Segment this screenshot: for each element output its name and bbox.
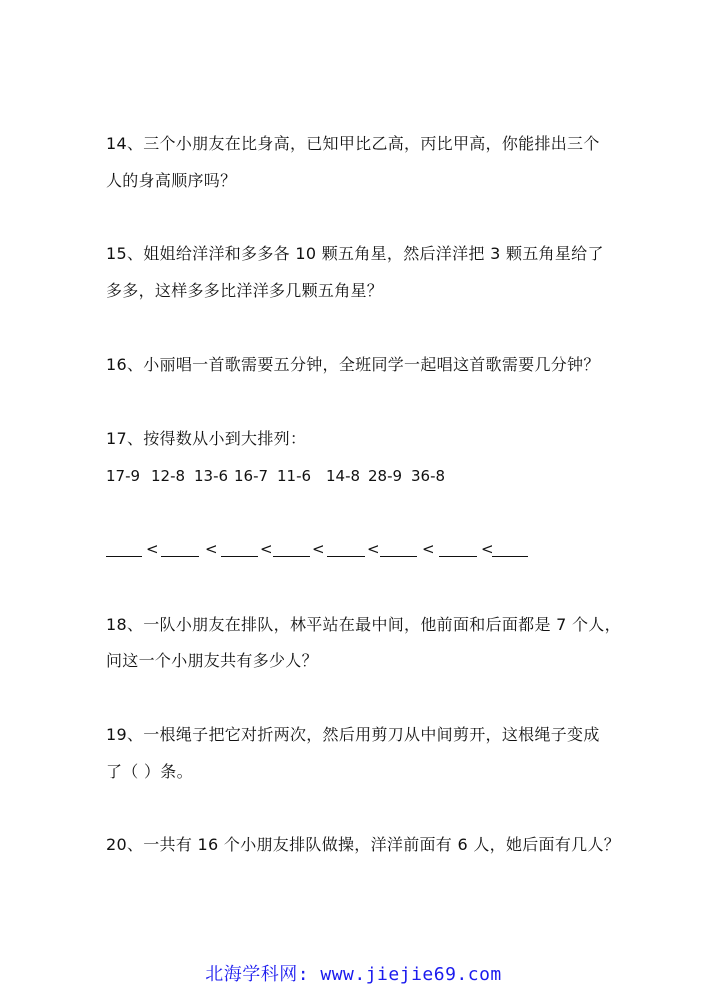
expression-item: 16-7 — [234, 467, 269, 485]
answer-blank[interactable] — [492, 538, 528, 557]
less-than-sign: < — [146, 540, 159, 558]
question-15-line-2: 多多，这样多多比洋洋多几颗五角星？ — [106, 281, 384, 300]
less-than-sign: < — [367, 540, 380, 558]
answer-blank[interactable] — [106, 538, 142, 557]
less-than-sign: < — [205, 540, 218, 558]
question-18-line-2: 问这一个小朋友共有多少人？ — [106, 651, 318, 670]
question-19-line-1: 19、一根绳子把它对折两次，然后用剪刀从中间剪开，这根绳子变成 — [106, 725, 600, 744]
answer-blank[interactable] — [273, 538, 310, 557]
question-19-line-2: 了（ ）条。 — [106, 762, 193, 781]
expression-item: 12-8 — [151, 467, 186, 485]
expression-item: 13-6 — [194, 467, 229, 485]
expression-item: 11-6 — [277, 467, 312, 485]
question-15-line-1: 15、姐姐给洋洋和多多各 10 颗五角星，然后洋洋把 3 颗五角星给了 — [106, 244, 604, 263]
answer-blank[interactable] — [380, 538, 417, 557]
less-than-sign: < — [481, 540, 494, 558]
answer-blank[interactable] — [221, 538, 258, 557]
answer-blank[interactable] — [327, 538, 365, 557]
site-footer-link[interactable]: 北海学科网: www.jiejie69.com — [205, 964, 502, 985]
answer-blank[interactable] — [161, 538, 199, 557]
less-than-sign: < — [422, 540, 435, 558]
question-18-line-1: 18、一队小朋友在排队，林平站在最中间，他前面和后面都是 7 个人， — [106, 615, 621, 634]
expression-item: 36-8 — [411, 467, 446, 485]
answer-blank[interactable] — [439, 538, 477, 557]
question-20-line-1: 20、一共有 16 个小朋友排队做操，洋洋前面有 6 人，她后面有几人？ — [106, 835, 621, 854]
expression-item: 17-9 — [106, 467, 141, 485]
expression-item: 28-9 — [368, 467, 403, 485]
less-than-sign: < — [260, 540, 273, 558]
question-14-line-1: 14、三个小朋友在比身高，已知甲比乙高，丙比甲高，你能排出三个 — [106, 134, 600, 153]
question-16-line-1: 16、小丽唱一首歌需要五分钟，全班同学一起唱这首歌需要几分钟？ — [106, 355, 600, 374]
expression-item: 14-8 — [326, 467, 361, 485]
question-17-line-1: 17、按得数从小到大排列： — [106, 429, 307, 448]
question-14-line-2: 人的身高顺序吗？ — [106, 171, 237, 190]
less-than-sign: < — [312, 540, 325, 558]
